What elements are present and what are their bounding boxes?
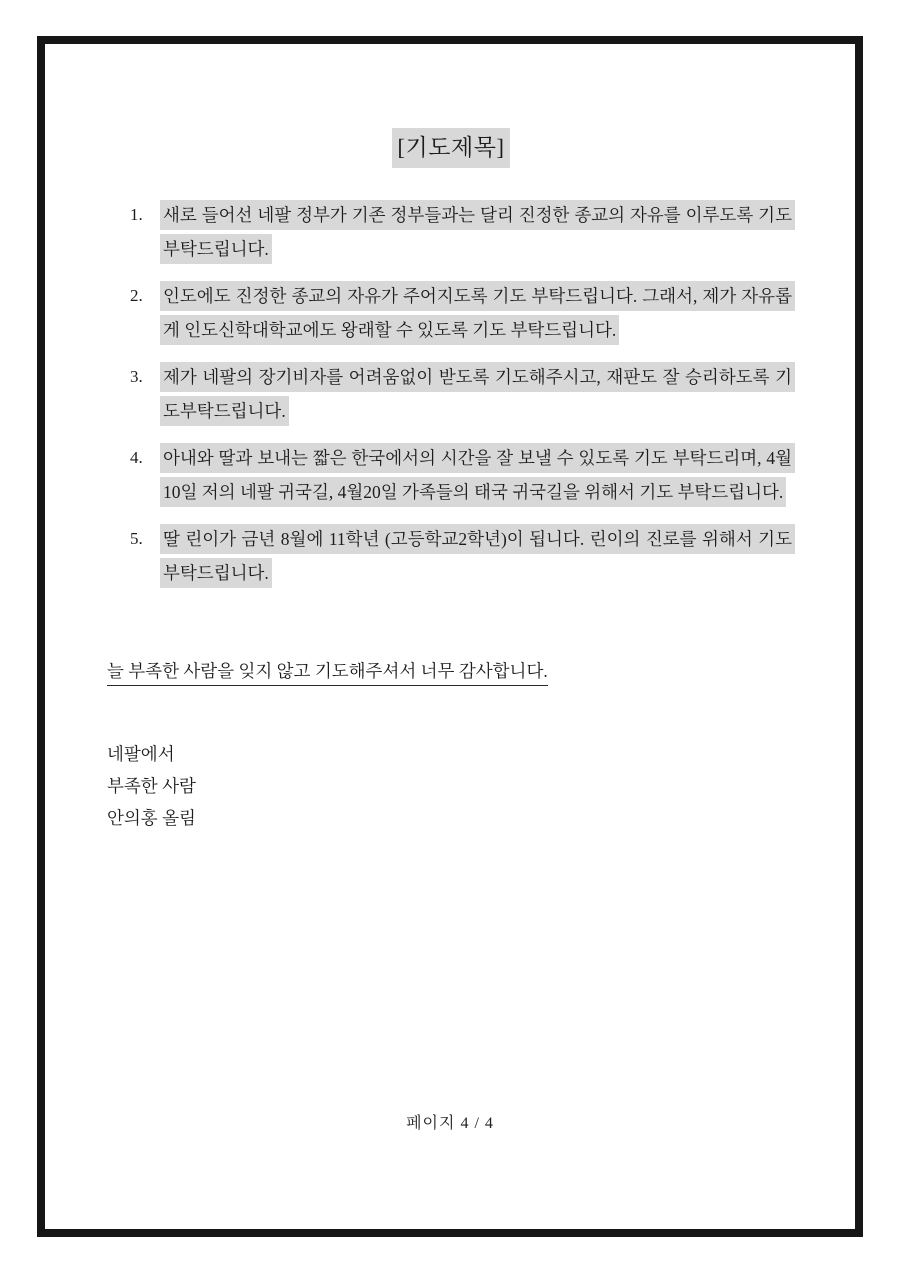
list-item-text: 인도에도 진정한 종교의 자유가 주어지도록 기도 부탁드립니다. 그래서, 제가 자유롭게 인도신학대학교에도 왕래할 수 있도록 기도 부탁드립니다. [160,281,795,345]
list-item-text: 새로 들어선 네팔 정부가 기존 정부들과는 달리 진정한 종교의 자유를 이루도록 기도 부탁드립니다. [160,200,795,264]
signature-sender: 안의홍 올림 [107,808,196,828]
list-item [130,198,795,266]
title-row [107,128,795,168]
list-item-text: 아내와 딸과 보내는 짧은 한국에서의 시간을 잘 보낼 수 있도록 기도 부탁드리며, 4월10일 저의 네팔 귀국길, 4월20일 가족들의 태국 귀국길을 위해서 기도 부탁드립니다. [160,443,795,507]
page-number: 페이지 4 / 4 [406,1115,494,1132]
list-item-text: 딸 린이가 금년 8월에 11학년 (고등학교2학년)이 됩니다. 린이의 진로를 위해서 기도 부탁드립니다. [160,524,795,588]
list-item-number: 5. [130,522,143,556]
prayer-list [107,198,795,590]
thanks-line [107,654,795,688]
signature-location: 네팔에서 [107,744,175,764]
thanks-text: 늘 부족한 사람을 잊지 않고 기도해주셔서 너무 감사합니다. [107,661,548,686]
list-item-number: 1. [130,198,143,232]
list-item-number: 2. [130,279,143,313]
page-title: [기도제목] [392,128,509,168]
page-border-frame [37,36,863,1237]
page-content [45,44,855,834]
list-item [130,279,795,347]
list-item [130,441,795,509]
signature-name: 부족한 사람 [107,776,196,796]
list-item [130,360,795,428]
list-item-text: 제가 네팔의 장기비자를 어려움없이 받도록 기도해주시고, 재판도 잘 승리하도록 기도부탁드립니다. [160,362,795,426]
list-item-number: 4. [130,441,143,475]
list-item-number: 3. [130,360,143,394]
list-item [130,522,795,590]
signature-block [107,738,795,834]
